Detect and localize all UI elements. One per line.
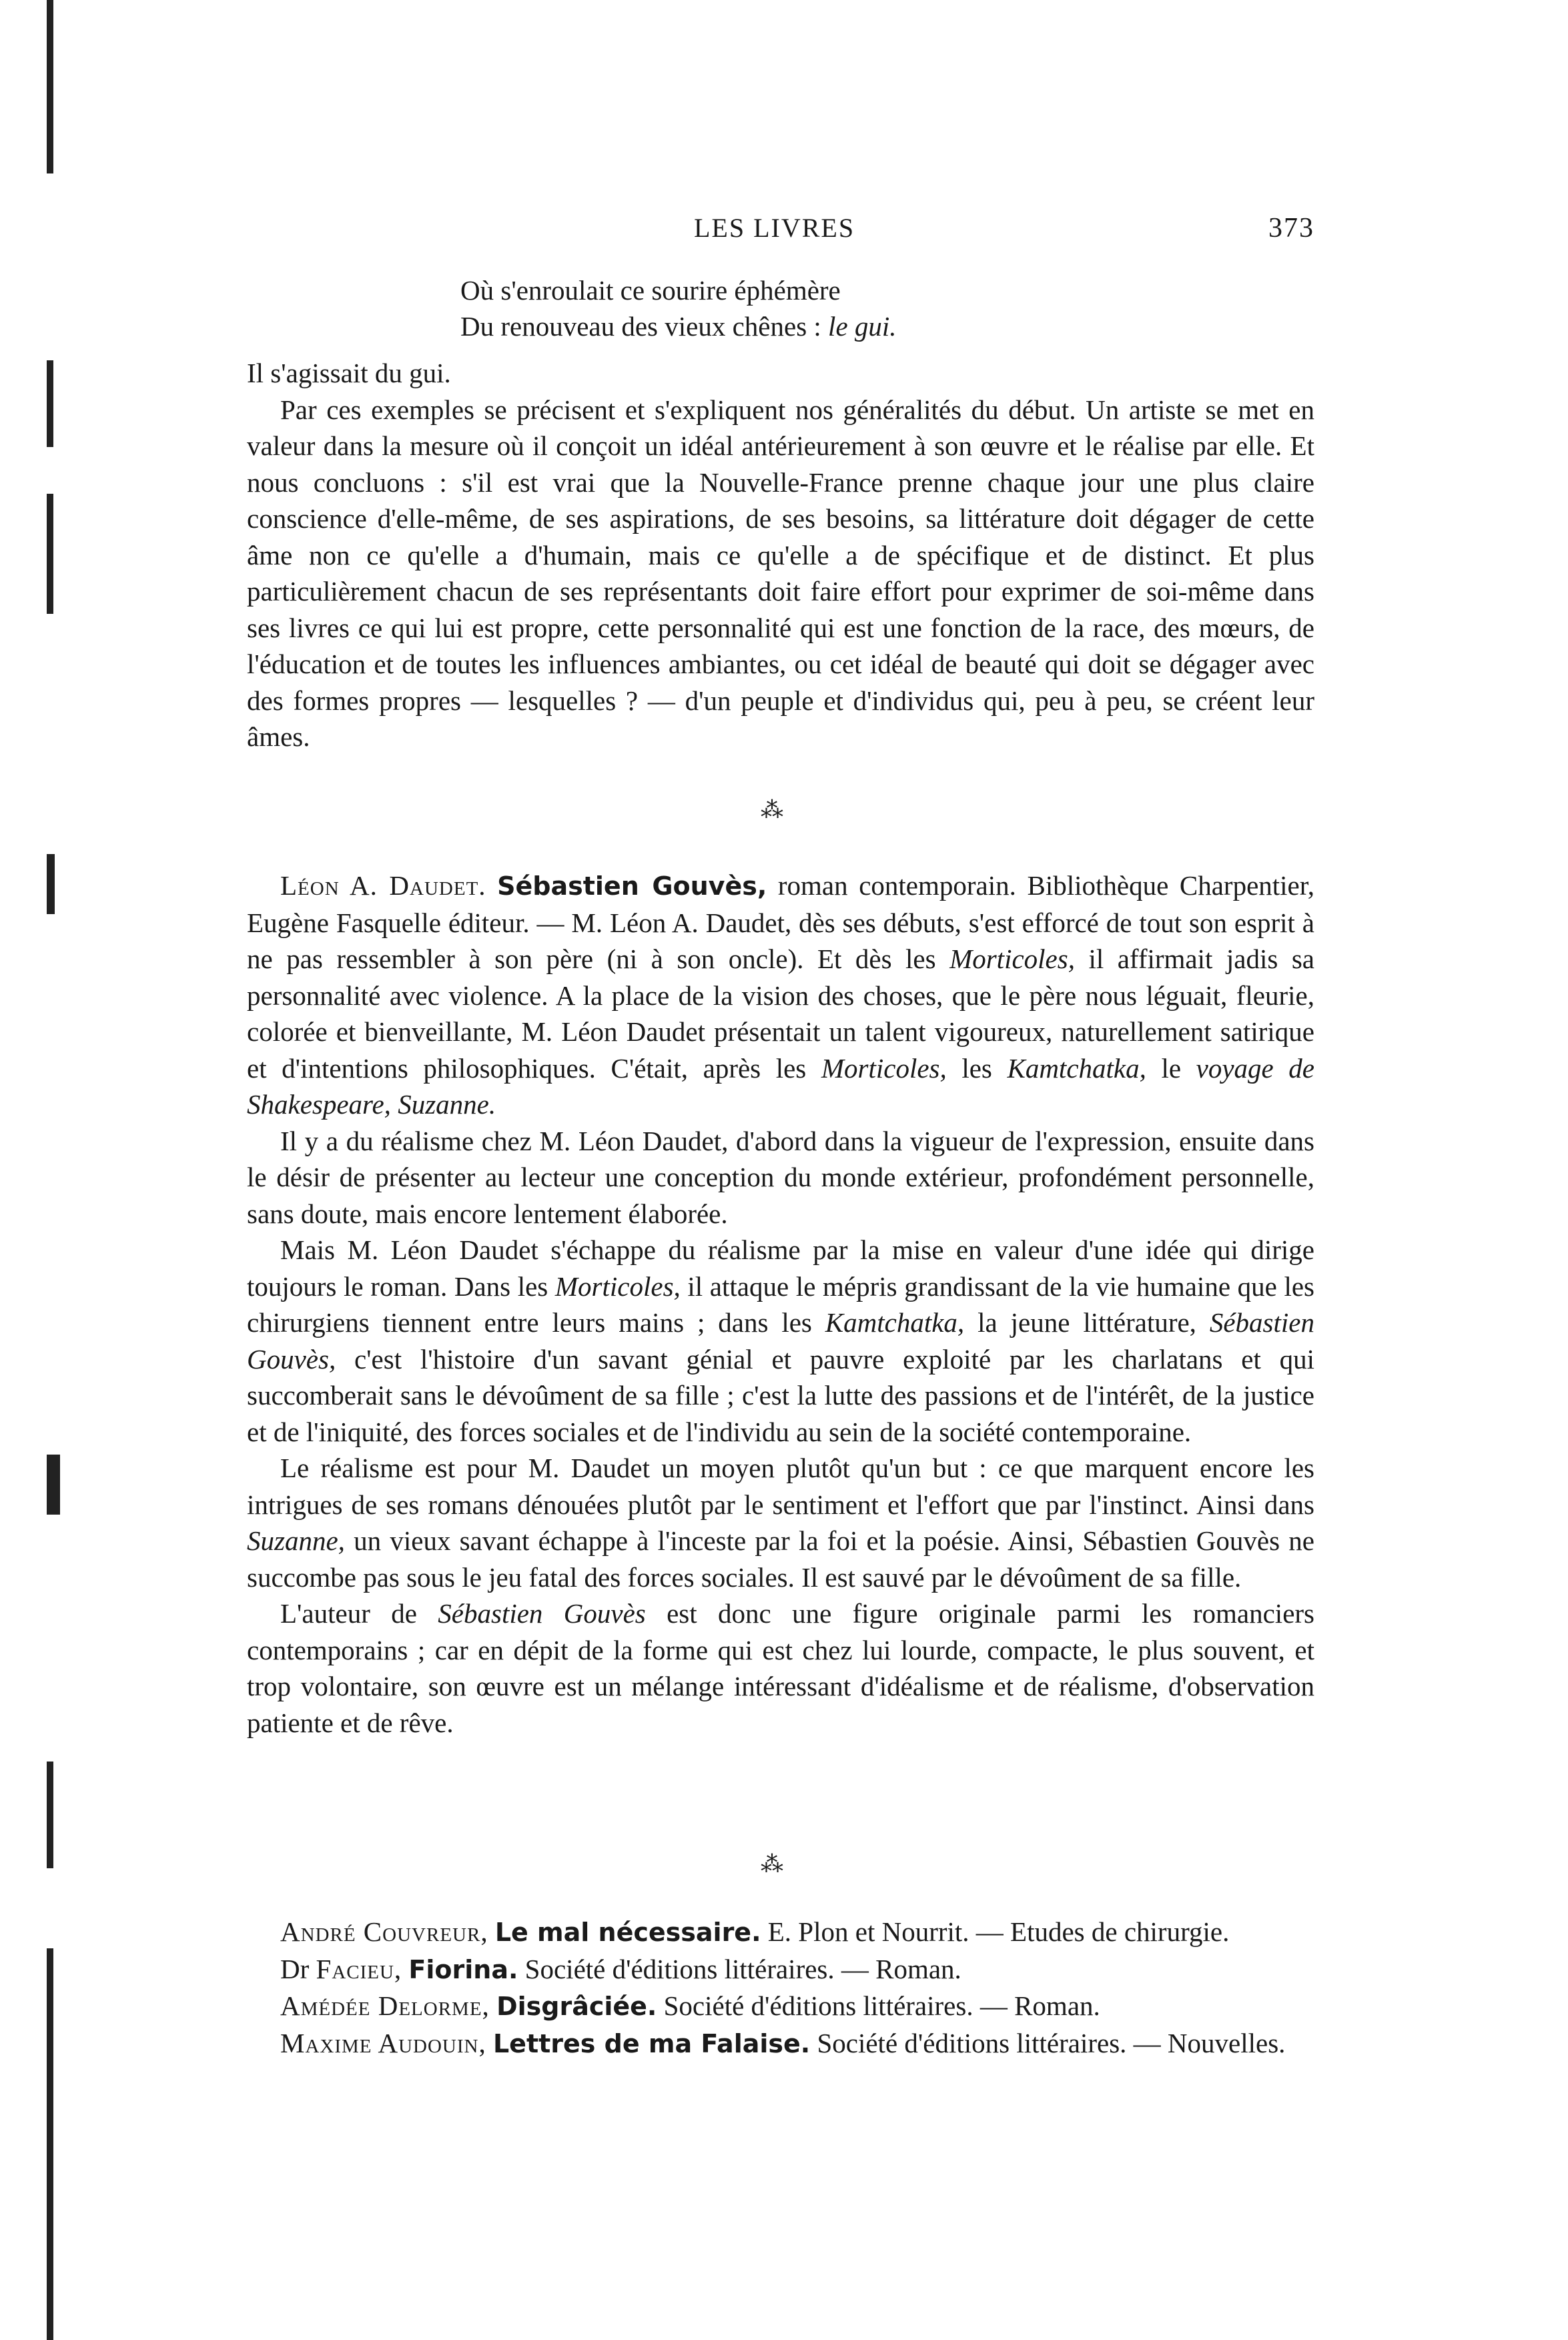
title-ref: Morticoles, <box>821 1052 947 1084</box>
binding-edge <box>47 1455 60 1515</box>
text-run: il affirmait jadis sa personnalité avec violence. A la place de la vision des choses, que le père nous léguait, fleurie, colorée et bienveillante, M. Léon Daudet présentait un talent vigoureux, naturellement satirique et d'intentions philosophiques. C'était, après les <box>247 943 1314 1084</box>
paragraph: Il y a du réalisme chez M. Léon Daudet, d'abord dans la vigueur de l'expression, ensuite dans le désir de présenter au lecteur une conception du monde extérieur, profondément personnelle, sans doute, mais encore lentement élaborée. <box>247 1125 1314 1229</box>
section-separator: ⁂ <box>761 1852 783 1877</box>
text-run: Société d'éditions littéraires. — Roman. <box>657 1990 1100 2021</box>
running-header <box>247 212 1314 252</box>
author-name: Facieu, <box>316 1953 402 1984</box>
book-entry <box>247 1988 1314 2025</box>
text-run: E. Plon et Nourrit. — Etudes de chirurgie. <box>761 1916 1230 1947</box>
text-run: la jeune littérature, <box>964 1307 1210 1338</box>
text-run: le <box>1146 1052 1196 1084</box>
verse-text: Du renouveau des vieux chênes : <box>460 311 829 342</box>
title-ref: Kamtchatka, <box>825 1307 965 1338</box>
paragraph <box>247 867 1314 1123</box>
section-separator: ⁂ <box>761 798 783 823</box>
text-run: les <box>946 1052 1008 1084</box>
paragraph: Il s'agissait du gui. <box>247 358 451 388</box>
book-entry <box>247 1951 1314 1988</box>
section-book-list <box>247 1914 1314 2062</box>
author-name: Léon A. Daudet. <box>280 870 486 901</box>
text-run: il attaque le mépris grandissant de la vie humaine que les chirurgiens tiennent entre leurs mains ; dans les <box>247 1270 1314 1338</box>
author-name: Maxime Audouin, <box>280 2027 486 2058</box>
paragraph <box>247 1450 1314 1595</box>
title-ref: voyage de Shakespeare, <box>247 1052 1315 1120</box>
title-ref: Suzanne, <box>247 1525 345 1556</box>
book-title: Lettres de ma Falaise. <box>492 2028 811 2058</box>
binding-edge <box>47 0 53 173</box>
book-entry <box>247 2025 1314 2062</box>
title-ref: Morticoles, <box>554 1270 681 1302</box>
title-ref: Sébastien Gouvès <box>438 1598 646 1629</box>
text-run: est donc une figure originale parmi les romanciers contemporains ; car en dépit de la forme qui est chez lui lourde, compacte, le plus souvent, et trop volontaire, son œuvre est un mélange intéressant d'idéalisme et de réalisme, d'observation patiente et de rêve. <box>247 1598 1314 1738</box>
text-run: c'est l'histoire d'un savant génial et pauvre exploité par les charlatans et qui succomberait sans le dévoûment de sa fille ; c'est la lutte des passions et de l'intérêt, de la justice et de l'iniquité, des forces sociales et de l'individu au sein de la société contemporaine. <box>247 1343 1314 1447</box>
title-ref: Kamtchatka, <box>1007 1052 1146 1084</box>
text-run: L'auteur de <box>280 1598 438 1629</box>
binding-edge <box>47 494 53 614</box>
section-review-daudet <box>247 867 1314 1741</box>
text-run: un vieux savant échappe à l'inceste par la foi et la poésie. Ainsi, Sébastien Gouvès ne succombe pas sous le jeu fatal des forces sociales. Il est sauvé par le dévoûment de sa fille. <box>247 1525 1314 1593</box>
verse-line <box>460 308 897 344</box>
running-title: LES LIVRES <box>694 213 855 243</box>
text-run: Mais M. Léon Daudet s'échappe du réalisme par la mise en valeur d'une idée qui dirige toujours le roman. Dans les <box>247 1234 1314 1302</box>
paragraph: Par ces exemples se précisent et s'expliquent nos généralités du début. Un artiste se met en valeur dans la mesure où il conçoit un idéal antérieurement à son œuvre et le réalise par elle. Et nous concluons : s'il est vrai que la Nouvelle-France prenne chaque jour une plus claire conscience d'elle-même, de ses aspirations, de ses besoins, sa littérature doit dégager de cette âme non ce qu'elle a d'humain, mais ce qu'elle a de spécifique et de distinct. Et plus particulièrement chacun de ses représentants doit faire effort pour exprimer de soi-même dans ses livres ce qui lui est propre, cette personnalité qui est une fonction de la race, des mœurs, de l'éducation et de toutes les influences ambiantes, ou cet idéal de beauté qui doit se dégager avec des formes propres — lesquelles ? — d'un peuple et d'individus qui, peu à peu, se créent leur âmes. <box>247 394 1314 752</box>
text-run <box>391 1089 398 1120</box>
title-ref: Suzanne. <box>398 1089 496 1120</box>
author-name: Amédée Delorme, <box>280 1990 490 2021</box>
text-run: Société d'éditions littéraires. — Roman. <box>518 1953 961 1984</box>
binding-edge <box>47 360 53 447</box>
verse-emphasis: le gui. <box>828 311 897 342</box>
title-ref: Sébastien Gouvès, <box>247 1307 1314 1375</box>
text-run: roman contemporain. Bibliothèque Charpentier, Eugène Fasquelle éditeur. — M. Léon A. Daudet, dès ses débuts, s'est efforcé de tout son esprit à ne pas ressembler à son père (ni à son oncle). Et dès les <box>247 870 1315 974</box>
section-conclusion <box>247 355 1314 755</box>
binding-edge <box>47 1948 53 2340</box>
binding-edge <box>47 1762 53 1868</box>
book-entry <box>247 1914 1314 1951</box>
paragraph <box>247 1232 1314 1450</box>
book-title: Sébastien Gouvès, <box>497 871 767 901</box>
text-run: Le réalisme est pour M. Daudet un moyen plutôt qu'un but : ce que marquent encore les intrigues de ses romans dénouées plutôt par le sentiment et l'effort que par l'instinct. Ainsi dans <box>247 1453 1314 1520</box>
book-title: Fiorina. <box>408 1954 518 1984</box>
book-title: Le mal nécessaire. <box>494 1918 761 1947</box>
binding-edge <box>47 854 55 914</box>
page-number: 373 <box>1268 213 1314 244</box>
title-ref: Morticoles, <box>949 943 1075 974</box>
verse-line: Où s'enroulait ce sourire éphémère <box>460 275 841 306</box>
text-run: Société d'éditions littéraires. — Nouvelles. <box>810 2027 1286 2058</box>
author-prefix: Dr <box>280 1953 316 1984</box>
author-name: André Couvreur, <box>280 1916 488 1947</box>
paragraph <box>247 1595 1314 1741</box>
verse-quote <box>460 272 897 344</box>
book-title: Disgrâciée. <box>496 1992 657 2021</box>
